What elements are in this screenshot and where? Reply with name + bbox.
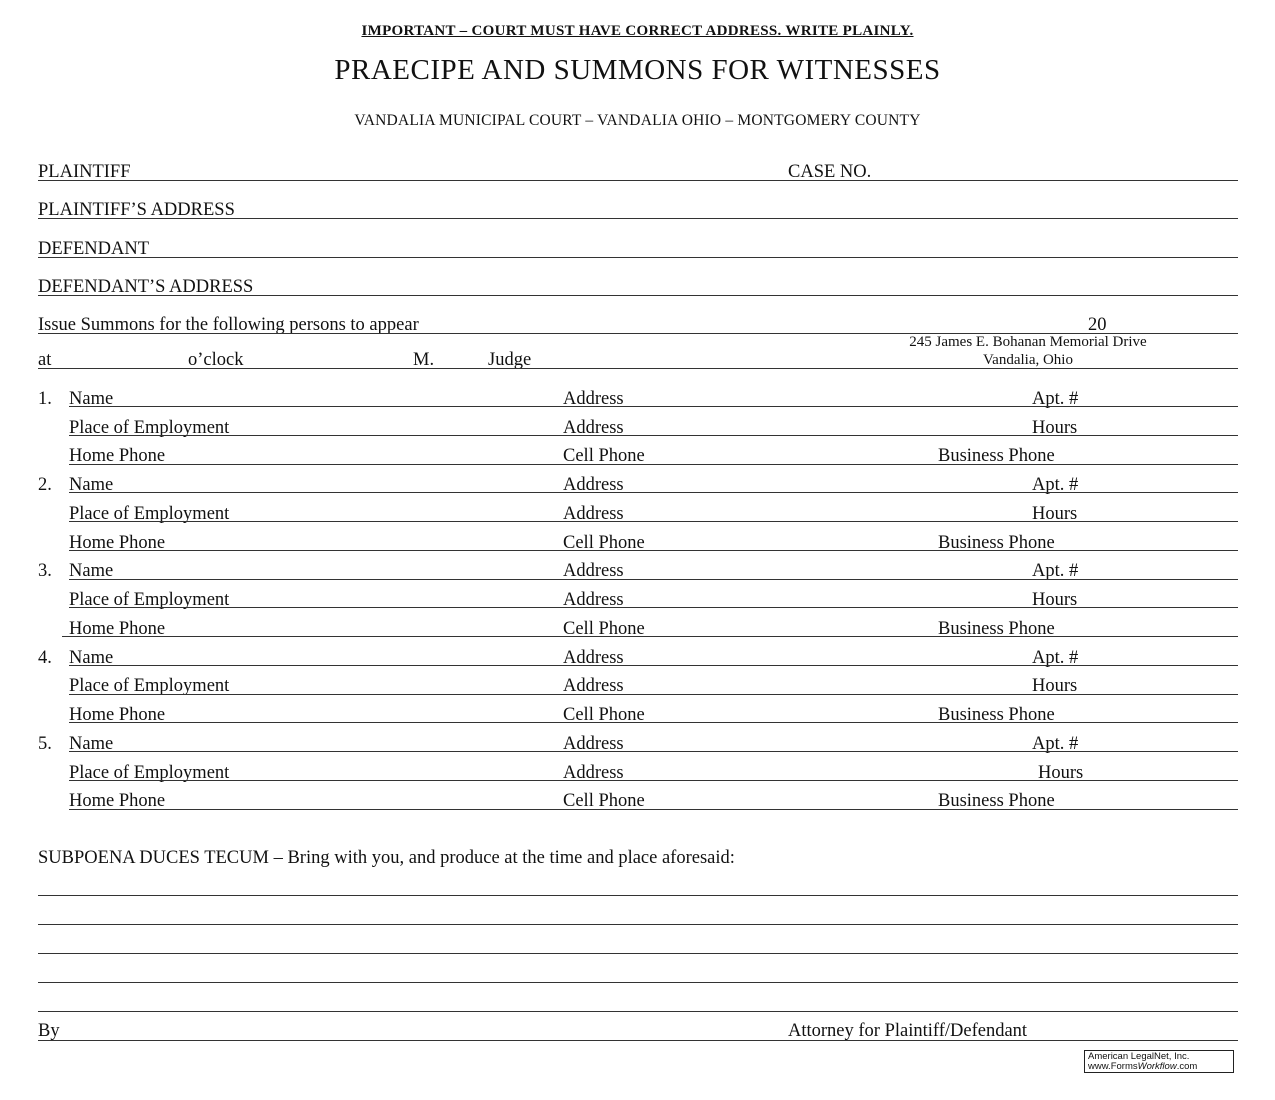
witness-address-label: Address (563, 561, 624, 581)
employment-field[interactable] (69, 694, 1238, 695)
employment-address-label: Address (563, 590, 624, 610)
witness-address-label: Address (563, 389, 624, 409)
publisher-name: American LegalNet, Inc. (1088, 1051, 1190, 1062)
phone-field[interactable] (62, 636, 1238, 637)
oclock-label: o’clock (188, 350, 244, 370)
form-title: PRAECIPE AND SUMMONS FOR WITNESSES (334, 54, 941, 86)
employment-address-label: Address (563, 418, 624, 438)
business-phone-label: Business Phone (938, 791, 1055, 811)
witness-name-field[interactable] (69, 579, 1238, 580)
business-phone-label: Business Phone (938, 619, 1055, 639)
business-phone-label: Business Phone (938, 705, 1055, 725)
cell-phone-label: Cell Phone (563, 619, 645, 639)
employment-label: Place of Employment (69, 418, 230, 438)
employment-address-label: Address (563, 504, 624, 524)
witness-number: 1. (38, 389, 52, 409)
hours-label: Hours (1038, 763, 1084, 783)
witness-address-label: Address (563, 648, 624, 668)
witness-number: 4. (38, 648, 52, 668)
witness-name-label: Name (69, 734, 114, 754)
subpoena-item-line-5[interactable] (38, 1011, 1238, 1012)
witness-name-field[interactable] (69, 406, 1238, 407)
witness-number: 2. (38, 475, 52, 495)
court-address-line1: 245 James E. Bohanan Memorial Drive (909, 334, 1147, 350)
home-phone-label: Home Phone (69, 791, 166, 811)
cell-phone-label: Cell Phone (563, 791, 645, 811)
employment-address-label: Address (563, 676, 624, 696)
phone-field[interactable] (69, 464, 1238, 465)
judge-label: Judge (488, 350, 532, 370)
witness-name-label: Name (69, 389, 114, 409)
plaintiff-field[interactable] (38, 180, 788, 181)
witness-name-field[interactable] (69, 492, 1238, 493)
plaintiff-label: PLAINTIFF (38, 162, 131, 182)
employment-field[interactable] (69, 780, 1238, 781)
employment-label: Place of Employment (69, 763, 230, 783)
witness-number: 3. (38, 561, 52, 581)
court-name: VANDALIA MUNICIPAL COURT – VANDALIA OHIO – MONTGOMERY COUNTY (354, 112, 921, 129)
employment-label: Place of Employment (69, 504, 230, 524)
witness-address-label: Address (563, 475, 624, 495)
subpoena-item-line-4[interactable] (38, 982, 1238, 983)
business-phone-label: Business Phone (938, 446, 1055, 466)
subpoena-item-line-2[interactable] (38, 924, 1238, 925)
publisher-website (1088, 1062, 1230, 1072)
year-prefix: 20 (1088, 315, 1107, 335)
subpoena-item-line-1[interactable] (38, 895, 1238, 896)
employment-field[interactable] (69, 607, 1238, 608)
witness-apt-label: Apt. # (1032, 734, 1079, 754)
witness-apt-label: Apt. # (1032, 389, 1079, 409)
employment-field[interactable] (69, 521, 1238, 522)
witness-name-label: Name (69, 561, 114, 581)
defendant-label: DEFENDANT (38, 239, 149, 259)
cell-phone-label: Cell Phone (563, 533, 645, 553)
phone-field[interactable] (69, 550, 1238, 551)
home-phone-label: Home Phone (69, 533, 166, 553)
witness-number: 5. (38, 734, 52, 754)
meridiem-label: M. (413, 350, 435, 370)
plaintiff-address-field[interactable] (38, 218, 1238, 219)
witness-name-label: Name (69, 648, 114, 668)
case-no-field[interactable] (788, 180, 1238, 181)
hours-label: Hours (1032, 590, 1078, 610)
cell-phone-label: Cell Phone (563, 705, 645, 725)
case-no-label: CASE NO. (788, 162, 872, 182)
website-prefix: www.Forms (1088, 1061, 1138, 1072)
phone-field[interactable] (69, 809, 1238, 810)
defendant-address-field[interactable] (38, 295, 1238, 296)
witness-name-field[interactable] (69, 665, 1238, 666)
hours-label: Hours (1032, 418, 1078, 438)
publisher-stamp (1084, 1050, 1234, 1073)
subpoena-duces-tecum-text: SUBPOENA DUCES TECUM – Bring with you, and produce at the time and place aforesaid: (38, 848, 735, 868)
home-phone-label: Home Phone (69, 446, 166, 466)
website-suffix: .com (1176, 1061, 1198, 1072)
hours-label: Hours (1032, 676, 1078, 696)
subpoena-item-line-3[interactable] (38, 953, 1238, 954)
signature-field[interactable] (38, 1040, 1238, 1041)
court-address-line2: Vandalia, Ohio (983, 352, 1073, 368)
employment-field[interactable] (69, 435, 1238, 436)
witness-name-field[interactable] (69, 751, 1238, 752)
appear-time-field[interactable] (38, 368, 1238, 369)
issue-summons-text: Issue Summons for the following persons to appear (38, 315, 419, 335)
cell-phone-label: Cell Phone (563, 446, 645, 466)
phone-field[interactable] (69, 722, 1238, 723)
witness-apt-label: Apt. # (1032, 561, 1079, 581)
witness-address-label: Address (563, 734, 624, 754)
defendant-field[interactable] (38, 257, 1238, 258)
hours-label: Hours (1032, 504, 1078, 524)
witness-name-label: Name (69, 475, 114, 495)
attorney-label: Attorney for Plaintiff/Defendant (788, 1021, 1028, 1041)
website-italic: Workflow (1137, 1061, 1177, 1072)
home-phone-label: Home Phone (69, 705, 166, 725)
employment-label: Place of Employment (69, 590, 230, 610)
employment-address-label: Address (563, 763, 624, 783)
by-label: By (38, 1021, 60, 1041)
employment-label: Place of Employment (69, 676, 230, 696)
business-phone-label: Business Phone (938, 533, 1055, 553)
defendant-address-label: DEFENDANT’S ADDRESS (38, 277, 254, 297)
plaintiff-address-label: PLAINTIFF’S ADDRESS (38, 200, 235, 220)
home-phone-label: Home Phone (69, 619, 166, 639)
at-label: at (38, 350, 52, 370)
address-notice: IMPORTANT – COURT MUST HAVE CORRECT ADDRESS. WRITE PLAINLY. (361, 23, 914, 39)
witness-apt-label: Apt. # (1032, 648, 1079, 668)
witness-apt-label: Apt. # (1032, 475, 1079, 495)
